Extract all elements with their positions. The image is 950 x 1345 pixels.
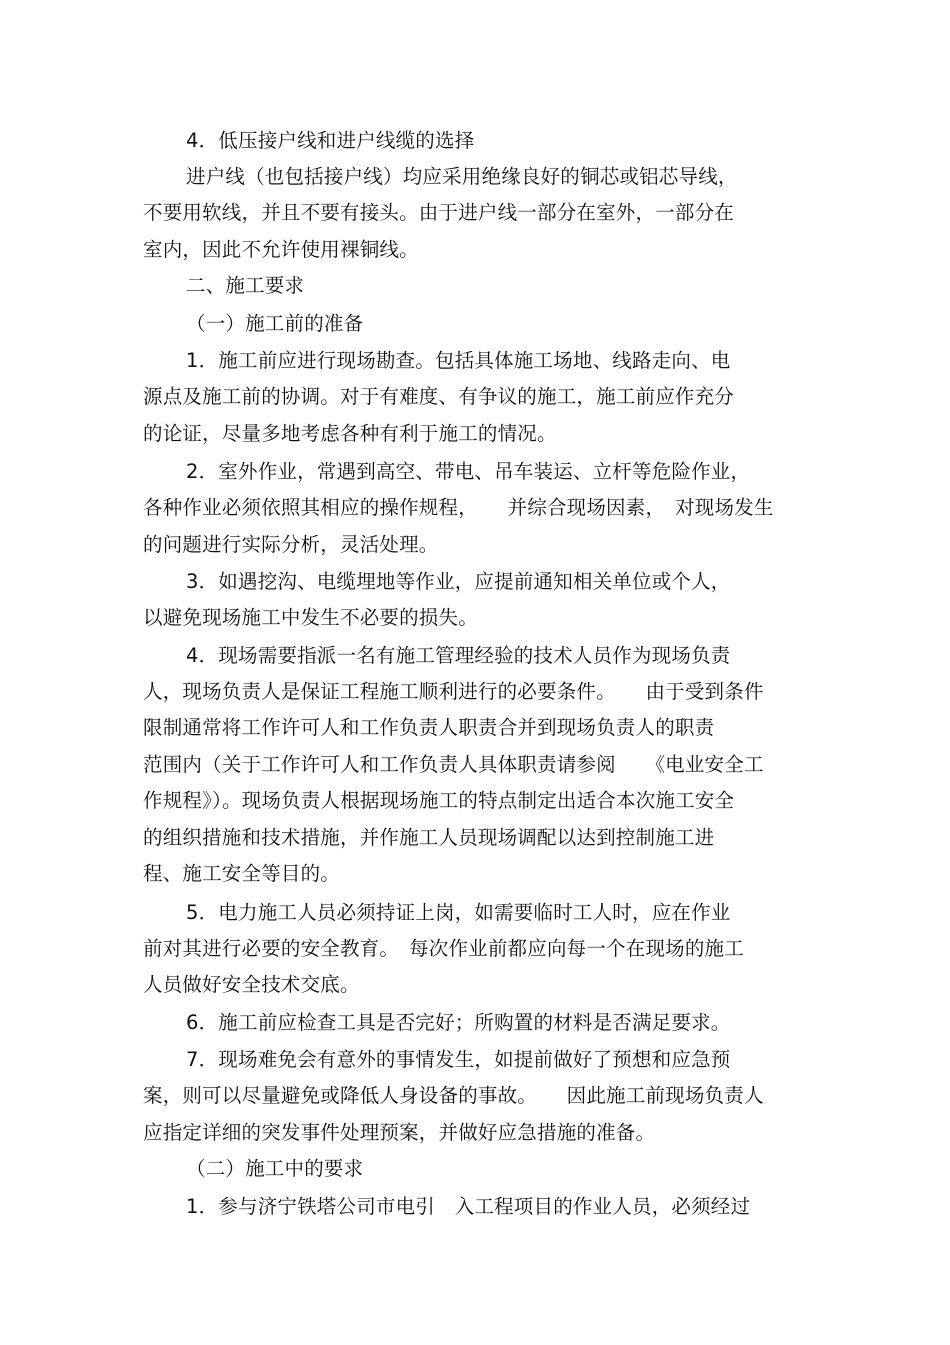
subsection-heading: （一）施工前的准备 bbox=[186, 312, 364, 335]
paragraph-line: 6．施工前应检查工具是否完好；所购置的材料是否满足要求。 bbox=[186, 1011, 731, 1034]
paragraph-line: 7．现场难免会有意外的事情发生，如提前做好了预想和应急预 bbox=[186, 1048, 731, 1071]
paragraph-line: 1．施工前应进行现场勘查。包括具体施工场地、线路走向、电 bbox=[186, 349, 731, 372]
paragraph-line: 应指定详细的突发事件处理预案，并做好应急措施的准备。 bbox=[143, 1121, 656, 1144]
paragraph-line: 不要用软线，并且不要有接头。由于进户线一部分在室外，一部分在 bbox=[143, 201, 735, 224]
paragraph-line: 程、施工安全等目的。 bbox=[143, 862, 341, 885]
paragraph-line: 1．参与济宁铁塔公司市电引 入工程项目的作业人员，必须经过 bbox=[186, 1195, 751, 1218]
paragraph-line: 5．电力施工人员必须持证上岗，如需要临时工人时，应在作业 bbox=[186, 901, 731, 924]
item-heading: 4．低压接户线和进户线缆的选择 bbox=[186, 129, 475, 152]
section-heading: 二、施工要求 bbox=[186, 274, 305, 297]
paragraph-line: 的论证，尽量多地考虑各种有利于施工的情况。 bbox=[143, 422, 557, 445]
paragraph-line: 限制通常将工作许可人和工作负责人职责合并到现场负责人的职责 bbox=[143, 716, 715, 739]
paragraph-line: 人，现场负责人是保证工程施工顺利进行的必要条件。 由于受到条件 bbox=[143, 680, 764, 703]
paragraph-line: 各种作业必须依照其相应的操作规程， 并综合现场因素， 对现场发生 bbox=[143, 496, 774, 519]
paragraph-line: 案，则可以尽量避免或降低人身设备的事故。 因此施工前现场负责人 bbox=[143, 1084, 764, 1107]
paragraph-line: 4．现场需要指派一名有施工管理经验的技术人员作为现场负责 bbox=[186, 644, 731, 667]
paragraph-line: 的组织措施和技术措施，并作施工人员现场调配以达到控制施工进 bbox=[143, 826, 715, 849]
paragraph-line: 2．室外作业，常遇到高空、带电、吊车装运、立杆等危险作业， bbox=[186, 460, 751, 483]
paragraph-line: 进户线（也包括接户线）均应采用绝缘良好的铜芯或铝芯导线， bbox=[186, 165, 738, 188]
paragraph-line: 室内，因此不允许使用裸铜线。 bbox=[143, 238, 419, 261]
paragraph-line: 范围内（关于工作许可人和工作负责人具体职责请参阅 《电业安全工 bbox=[143, 753, 764, 776]
paragraph-line: 前对其进行必要的安全教育。 每次作业前都应向每一个在现场的施工 bbox=[143, 937, 744, 960]
paragraph-line: 3．如遇挖沟、电缆埋地等作业，应提前通知相关单位或个人， bbox=[186, 570, 731, 593]
paragraph-line: 源点及施工前的协调。对于有难度、有争议的施工，施工前应作充分 bbox=[143, 385, 735, 408]
subsection-heading: （二）施工中的要求 bbox=[186, 1157, 364, 1180]
paragraph-line: 的问题进行实际分析，灵活处理。 bbox=[143, 533, 439, 556]
paragraph-line: 作规程》）。现场负责人根据现场施工的特点制定出适合本次施工安全 bbox=[143, 789, 735, 812]
paragraph-line: 人员做好安全技术交底。 bbox=[143, 973, 360, 996]
paragraph-line: 以避免现场施工中发生不必要的损失。 bbox=[143, 606, 478, 629]
